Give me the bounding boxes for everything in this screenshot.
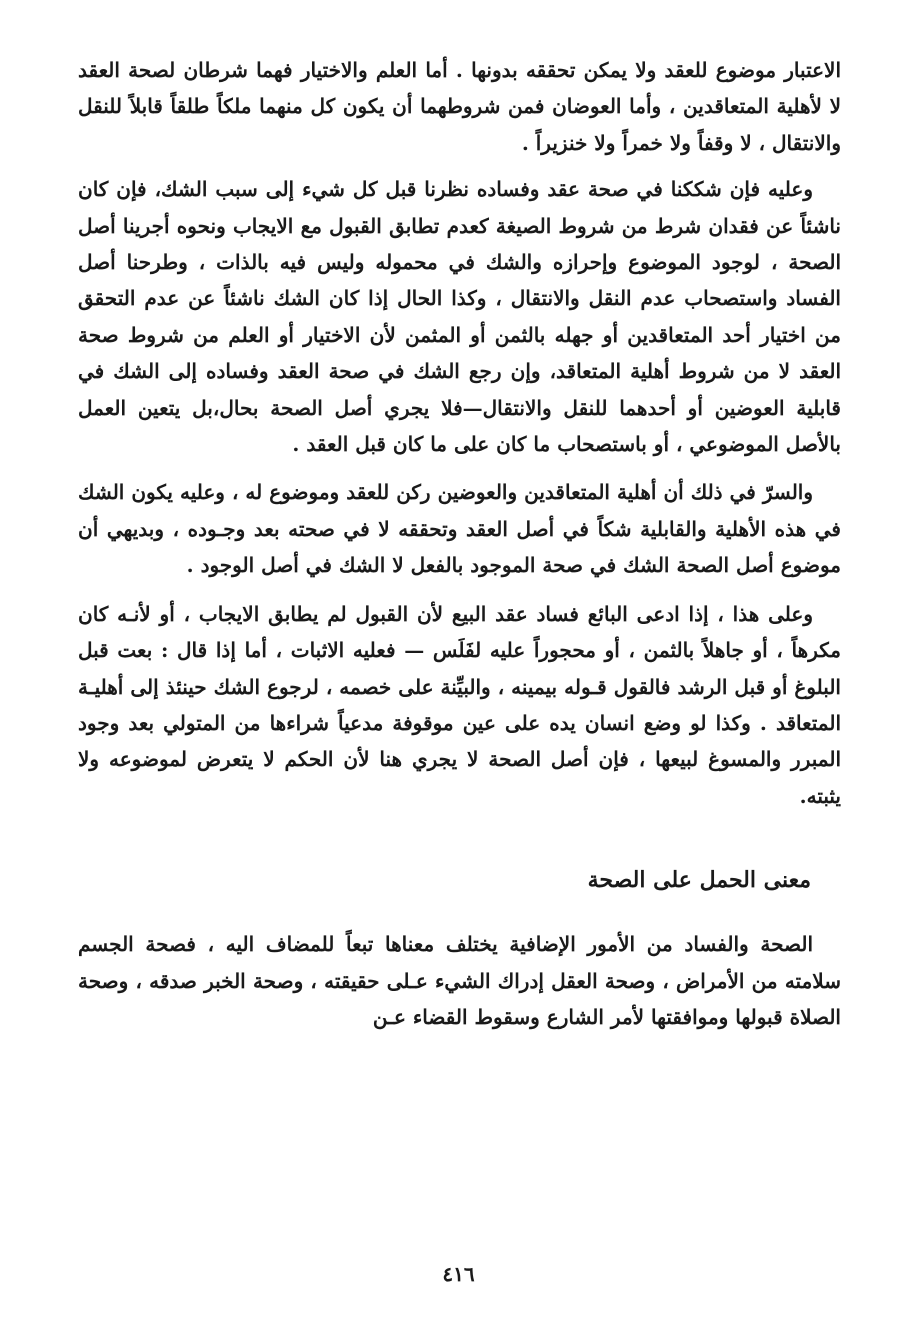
paragraph-1: الاعتبار موضوع للعقد ولا يمكن تحققه بدونها . أما العلم والاختيار فهما شرطان لصحة العقد لا لأهلية المتعاقدين ، وأما العوضان فمن شروطهما أن يكون كل منهما ملكاً طلقاً قابلاً للنقل والانتقال ، لا وقفاً ولا خمراً ولا خنزيراً . xyxy=(78,58,841,155)
paragraph-2: وعليه فإن شككنا في صحة عقد وفساده نظرنا قبل كل شيء إلى سبب الشك، فإن كان ناشئاً عن فقدان شرط من شروط الصيغة كعدم تطابق القبول مع الايجاب ونحوه أجرينا أصل الصحة ، لوجود الموضوع وإحرازه والشك في محموله وليس فيه بالذات ، وطرحنا أصل الفساد واستصحاب عدم النقل والانتقال ، وكذا الحال إذا كان الشك ناشئاً عن عدم التحقق من اختيار أحد المتعاقدين أو جهله بالثمن أو المثمن لأن الاختيار أو العلم من شروط صحة العقد لا من شروط أهلية المتعاقد، وإن رجع الشك في صحة العقد وفساده إلى الشك في قابلية العوضين أو أحدهما للنقل والانتقال—فلا يجري أصل الصحة بحال،بل يتعين العمل بالأصل الموضوعي ، أو باستصحاب ما كان على ما كان قبل العقد . xyxy=(78,177,842,457)
section-paragraph: الصحة والفساد من الأمور الإضافية يختلف معناها تبعاً للمضاف اليه ، فصحة الجسم سلامته من الأمراض ، وصحة العقل إدراك الشيء عـلى حقيقته ، وصحة الخبر صدقه ، وصحة الصلاة قبولها وموافقتها لأمر الشارع وسقوط القضاء عـن xyxy=(78,932,841,1029)
page-number: ٤١٦ xyxy=(442,1262,475,1286)
paragraph-3: والسرّ في ذلك أن أهلية المتعاقدين والعوضين ركن للعقد وموضوع له ، وعليه يكون الشك في هذه الأهلية والقابلية شكاً في أصل العقد وتحققه لا في صحته بعد وجـوده ، وبديهي أن موضوع أصل الصحة الشك في صحة الموجود بالفعل لا الشك في أصل الوجود . xyxy=(78,480,841,578)
section-heading: معنى الحمل على الصحة xyxy=(587,867,811,894)
paragraph-4: وعلى هذا ، إذا ادعى البائع فساد عقد البيع لأن القبول لم يطابق الايجاب ، أو لأنـه كان مكرهاً ، أو جاهلاً بالثمن ، أو محجوراً عليه لفَلَس — فعليه الاثبات ، أما إذا قال : بعت قبل البلوغ أو قبل الرشد فالقول قـوله بيمينه ، والبيِّنة على خصمه ، لرجوع الشك حينئذ إلى أهليـة المتعاقد . وكذا لو وضع انسان يده على عين موقوفة مدعياً شراءها من المتولي بعد وجود المبرر والمسوغ لبيعها ، فإن أصل الصحة لا يجري هنا لأن الحكم لا يتعرض لموضوعه ولا يثبته. xyxy=(78,601,842,808)
page-body xyxy=(78,52,841,1035)
